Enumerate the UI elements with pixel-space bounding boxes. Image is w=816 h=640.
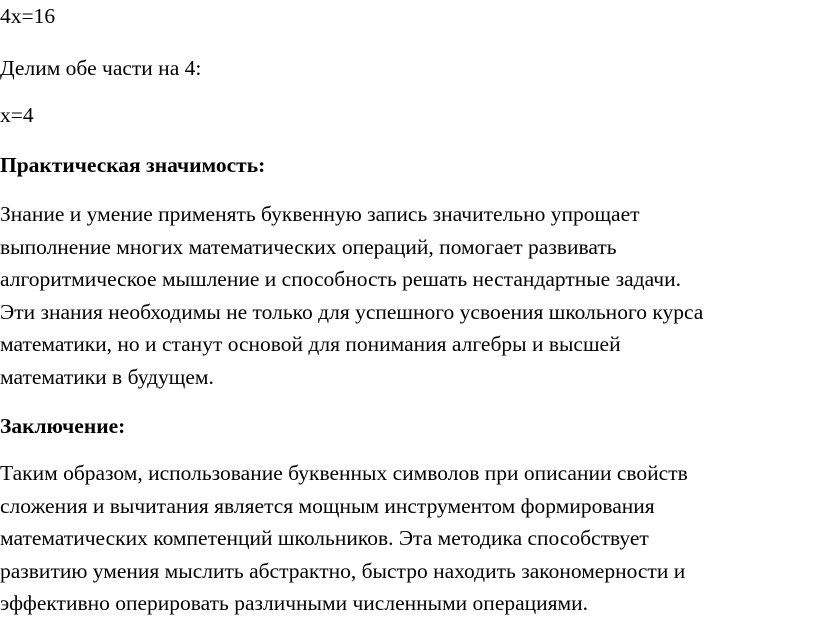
paragraph-line: Эти знания необходимы не только для успешного усвоения школьного курса (0, 299, 704, 324)
paragraph-line: математических компетенций школьников. Эта методика способствует (0, 526, 649, 550)
equation-line-2: x=4 (0, 103, 34, 127)
step-text: Делим обе части на 4: (0, 56, 202, 80)
paragraph-line: математики, но и станут основой для понимания алгебры и высшей (0, 332, 621, 356)
conclusion-paragraph (0, 457, 812, 620)
conclusion-heading: Заключение: (0, 414, 126, 438)
paragraph-line: математики в будущем. (0, 364, 214, 389)
paragraph-line: сложения и вычитания является мощным инструментом формирования (0, 493, 655, 518)
paragraph-line: Знание и умение применять буквенную запись значительно упрощает (0, 202, 640, 226)
equation-line-1: 4x=16 (0, 4, 56, 28)
paragraph-line: Таким образом, использование буквенных символов при описании свойств (0, 461, 688, 485)
paragraph-line: алгоритмическое мышление и способность решать нестандартные задачи. (0, 267, 681, 291)
practical-significance-paragraph (0, 198, 812, 393)
practical-significance-heading: Практическая значимость: (0, 153, 266, 177)
paragraph-line: развитию умения мыслить абстрактно, быстро находить закономерности и (0, 558, 686, 583)
paragraph-line: выполнение многих математических операций, помогает развивать (0, 234, 617, 259)
paragraph-line: эффективно оперировать различными численными операциями. (0, 591, 589, 615)
